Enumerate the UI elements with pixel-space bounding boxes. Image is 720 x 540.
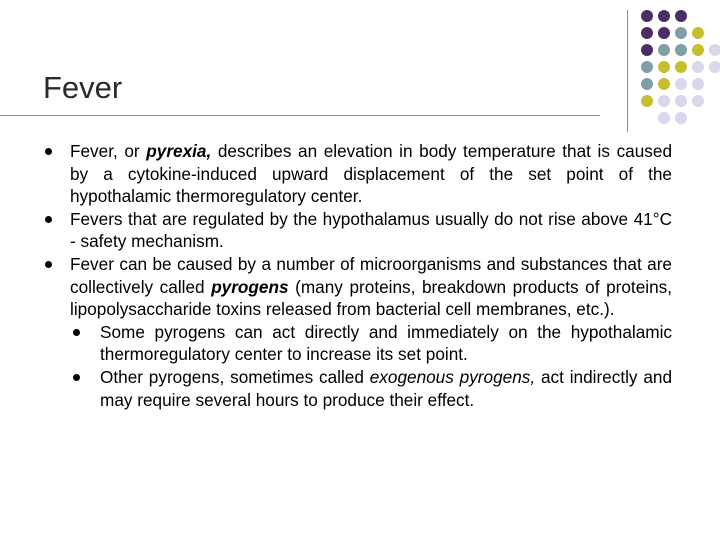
- term-exogenous-pyrogens: exogenous pyrogens,: [369, 366, 536, 387]
- sub-bullet-text: Some pyrogens can act directly and immediately on the hypothalamic thermoregulatory center to increase its set point.: [100, 321, 672, 365]
- vertical-divider: [627, 10, 628, 132]
- dot: [692, 78, 704, 90]
- bullet-text: Fever can be caused by a number of microorganisms and substances that are collectively called: [70, 253, 672, 297]
- dot: [658, 27, 670, 39]
- dot: [709, 44, 720, 56]
- slide-title: Fever: [43, 70, 123, 105]
- bullet-text: describes an elevation in body temperature that is caused by a cytokine-induced upward displacement of the set point of the hypothalamic thermoregulatory center.: [70, 141, 673, 207]
- sub-bullet-text: act indirectly and may require several hours to produce their effect.: [100, 366, 673, 410]
- title-divider: [0, 115, 600, 116]
- dot: [658, 61, 670, 73]
- slide-body: [44, 140, 672, 411]
- dot: [709, 61, 720, 73]
- bullet-item: [44, 140, 672, 208]
- dot: [675, 95, 687, 107]
- dot: [692, 27, 704, 39]
- sub-bullet-text: Other pyrogens, sometimes called: [100, 366, 370, 387]
- sub-bullet-item: [100, 366, 672, 411]
- dot: [641, 44, 653, 56]
- dot: [641, 10, 653, 22]
- bullet-text: (many proteins, breakdown products of proteins, lipopolysaccharide toxins released from bacterial cell membranes, etc.).: [70, 276, 673, 320]
- term-pyrogens: pyrogens: [211, 276, 289, 297]
- dot: [692, 44, 704, 56]
- dot: [692, 95, 704, 107]
- dot: [675, 78, 687, 90]
- dot: [641, 78, 653, 90]
- dot: [675, 112, 687, 124]
- dot: [658, 95, 670, 107]
- dot: [675, 61, 687, 73]
- bullet-item: [44, 208, 672, 253]
- dot: [658, 10, 670, 22]
- dot: [658, 44, 670, 56]
- dot: [641, 61, 653, 73]
- dot: [675, 10, 687, 22]
- sub-bullet-item: [100, 321, 672, 366]
- dot: [658, 78, 670, 90]
- bullet-text: Fever, or: [70, 141, 147, 161]
- dot: [675, 44, 687, 56]
- dot: [641, 95, 653, 107]
- dot: [675, 27, 687, 39]
- term-pyrexia: pyrexia,: [146, 141, 212, 161]
- dot: [692, 61, 704, 73]
- dot: [658, 112, 670, 124]
- bullet-item: [44, 253, 672, 321]
- dot: [641, 27, 653, 39]
- bullet-text: Fevers that are regulated by the hypothalamus usually do not rise above 41°C - safety mechanism.: [70, 208, 672, 252]
